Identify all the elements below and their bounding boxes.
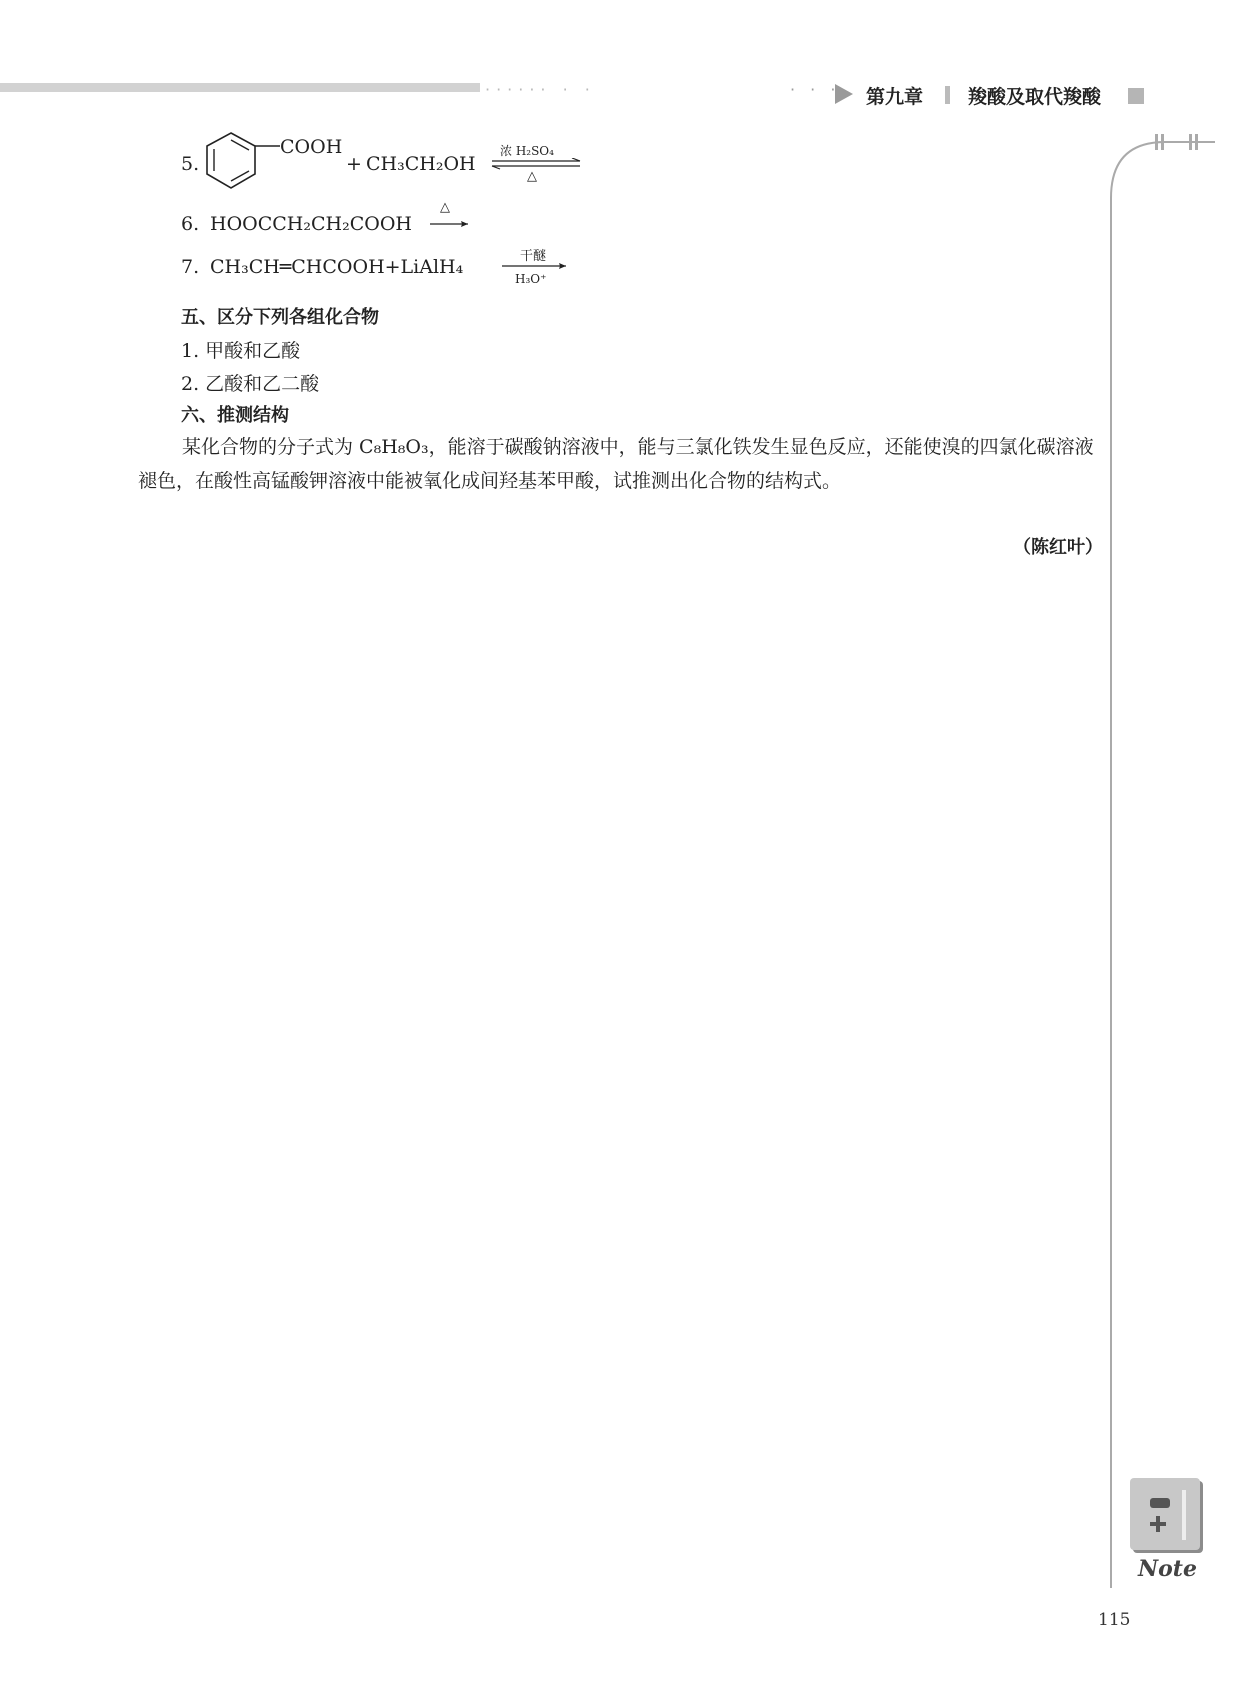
page-number: 115 bbox=[1098, 1610, 1131, 1630]
header-dots-right: · · · bbox=[790, 80, 841, 99]
header-square-icon bbox=[1128, 88, 1144, 104]
reaction-5-reagent: CH₃CH₂OH bbox=[366, 153, 476, 175]
benzene-ring-icon bbox=[204, 130, 284, 196]
reaction-arrow-icon bbox=[500, 261, 570, 271]
reaction-6-condition-top: △ bbox=[440, 200, 450, 215]
reaction-5-plus: + bbox=[346, 153, 362, 175]
margin-rule bbox=[1105, 128, 1245, 1588]
chapter-label: 第九章 bbox=[866, 86, 924, 108]
note-book-icon bbox=[1130, 1478, 1210, 1558]
chapter-title: 羧酸及取代羧酸 bbox=[968, 86, 1102, 108]
reaction-7-condition-bottom: H₃O⁺ bbox=[515, 272, 547, 286]
reaction-arrow-icon bbox=[428, 219, 472, 229]
reaction-7-condition-top: 干醚 bbox=[520, 249, 547, 264]
section-5-item-2: 2. 乙酸和乙二酸 bbox=[181, 373, 320, 395]
note-label: Note bbox=[1138, 1556, 1197, 1582]
author-credit: （陈红叶） bbox=[1013, 537, 1103, 558]
header-separator bbox=[945, 86, 950, 104]
section-5-heading: 五、区分下列各组化合物 bbox=[181, 307, 379, 328]
reaction-5-condition-top: 浓 H₂SO₄ bbox=[500, 144, 554, 158]
reaction-6-formula: HOOCCH₂CH₂COOH bbox=[210, 213, 412, 235]
section-5-item-1: 1. 甲酸和乙酸 bbox=[181, 340, 301, 362]
header-bar bbox=[0, 83, 480, 92]
reaction-5-group: COOH bbox=[280, 136, 343, 158]
reaction-7-number: 7. bbox=[181, 256, 200, 278]
reaction-6-number: 6. bbox=[181, 213, 200, 235]
section-6-heading: 六、推测结构 bbox=[181, 405, 289, 426]
section-6-paragraph: 某化合物的分子式为 C₈H₈O₃，能溶于碳酸钠溶液中，能与三氯化铁发生显色反应，还能使溴的四氯化碳溶液褪色，在酸性高锰酸钾溶液中能被氧化成间羟基苯甲酸，试推测出化合物的结构式。 bbox=[138, 436, 1094, 492]
reaction-7-formula: CH₃CH═CHCOOH+LiAlH₄ bbox=[210, 256, 464, 278]
chevron-right-icon bbox=[835, 84, 853, 104]
reaction-5-number: 5. bbox=[181, 153, 200, 175]
reaction-5-condition-bottom: △ bbox=[527, 169, 537, 184]
header-dots: ······ · · bbox=[485, 80, 596, 99]
